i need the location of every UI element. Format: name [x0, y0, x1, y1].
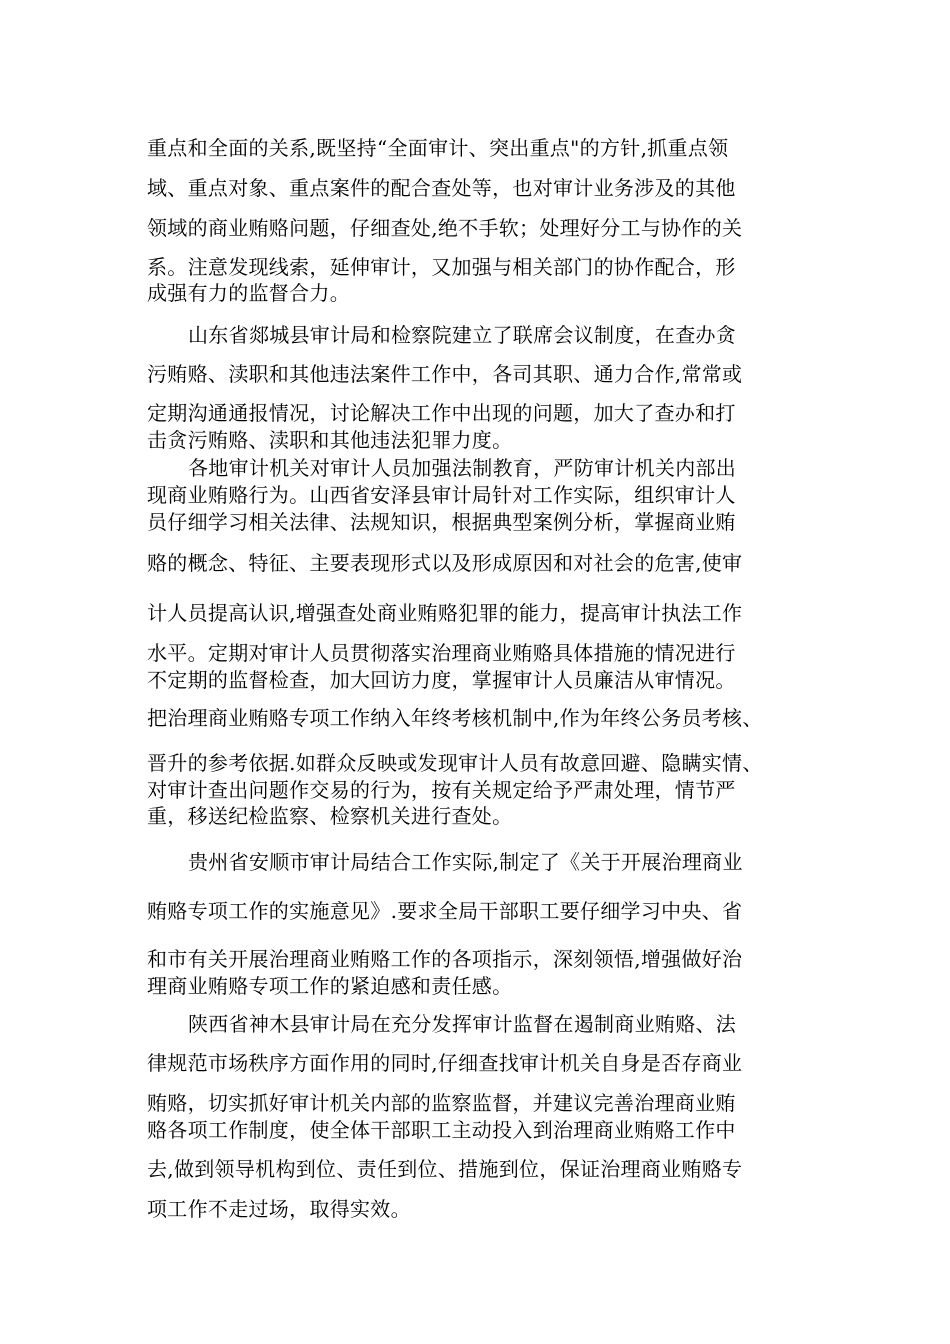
paragraph-start-line: 陕西省神木县审计局在充分发挥审计监督在遏制商业贿赂、法 [188, 1012, 737, 1036]
text-line: 现商业贿赂行为。山西省安泽县审计局针对工作实际，组织审计人 [147, 483, 736, 507]
text-line: 击贪污贿赂、渎职和其他违法犯罪力度。 [147, 428, 513, 452]
text-line: 赂的概念、特征、主要表现形式以及形成原因和对社会的危害,使审 [147, 551, 743, 575]
text-line: 员仔细学习相关法律、法规知识，根据典型案例分析，掌握商业贿 [147, 510, 736, 534]
text-line: 污贿赂、渎职和其他违法案件工作中，各司其职、通力合作,常常或 [147, 362, 743, 386]
text-line: 水平。定期对审计人员贯彻落实治理商业贿赂具体措施的情况进行 [147, 641, 736, 665]
text-line: 成强有力的监督合力。 [147, 281, 350, 305]
text-line: 贿赂专项工作的实施意见》.要求全局干部职工要仔细学习中央、省 [147, 899, 743, 923]
text-line: 去,做到领导机构到位、责任到位、措施到位，保证治理商业贿赂专 [147, 1157, 743, 1181]
text-line: 对审计查出问题作交易的行为，按有关规定给予严肃处理，情节严 [147, 778, 736, 802]
text-line: 项工作不走过场，取得实效。 [147, 1197, 411, 1221]
paragraph-start-line: 贵州省安顺市审计局结合工作实际,制定了《关于开展治理商业 [188, 850, 743, 874]
text-line: 把治理商业贿赂专项工作纳入年终考核机制中,作为年终公务员考核、 [147, 706, 763, 730]
text-line: 重点和全面的关系,既坚持“全面审计、突出重点"的方针,抓重点领 [147, 136, 729, 160]
text-line: 领域的商业贿赂问题，仔细查处,绝不手软；处理好分工与协作的关 [147, 216, 743, 240]
text-line: 晋升的参考依据.如群众反映或发现审计人员有故意回避、隐瞒实情、 [147, 751, 763, 775]
text-line: 不定期的监督检查，加大回访力度，掌握审计人员廉洁从审情况。 [147, 668, 736, 692]
text-line: 赂各项工作制度，使全体干部职工主动投入到治理商业贿赂工作中 [147, 1118, 736, 1142]
text-line: 域、重点对象、重点案件的配合查处等，也对审计业务涉及的其他 [147, 176, 736, 200]
text-line: 计人员提高认识,增强查处商业贿赂犯罪的能力，提高审计执法工作 [147, 601, 743, 625]
paragraph-start-line: 各地审计机关对审计人员加强法制教育，严防审计机关内部出 [188, 456, 737, 480]
text-line: 系。注意发现线索，延伸审计，又加强与相关部门的协作配合，形 [147, 255, 736, 279]
text-line: 和市有关开展治理商业贿赂工作的各项指示，深刻领悟,增强做好治 [147, 947, 743, 971]
text-line: 贿赂，切实抓好审计机关内部的监察监督，并建议完善治理商业贿 [147, 1091, 736, 1115]
text-line: 定期沟通通报情况，讨论解决工作中出现的问题，加大了查办和打 [147, 401, 736, 425]
paragraph-start-line: 山东省郯城县审计局和检察院建立了联席会议制度，在查办贪 [188, 323, 737, 347]
text-line: 理商业贿赂专项工作的紧迫感和责任感。 [147, 974, 513, 998]
text-line: 律规范市场秩序方面作用的同时,仔细查找审计机关自身是否存商业 [147, 1051, 743, 1075]
text-line: 重，移送纪检监察、检察机关进行查处。 [147, 804, 513, 828]
